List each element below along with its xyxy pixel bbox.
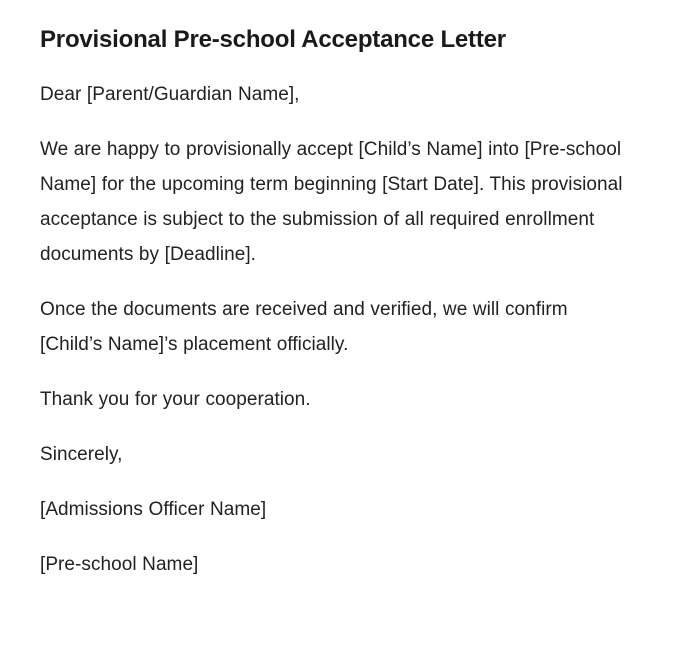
signature-officer-name: [Admissions Officer Name] [40,499,267,520]
thanks-line: Thank you for your cooperation. [40,389,311,410]
page-title: Provisional Pre-school Acceptance Letter [40,26,506,53]
letter-body [40,77,632,582]
salutation-line: Dear [Parent/Guardian Name], [40,84,300,105]
signature-organization-name: [Pre-school Name] [40,554,199,575]
closing-line: Sincerely, [40,444,123,465]
body-paragraph-acceptance: We are happy to provisionally accept [Child’s Name] into [Pre-school Name] for the upcoming term beginning [Start Date]. This provisional acceptance is subject to the submission of all required enrollment documents by [Deadline]. [40,139,623,265]
body-paragraph-confirmation: Once the documents are received and verified, we will confirm [Child’s Name]’s placement officially. [40,299,568,355]
